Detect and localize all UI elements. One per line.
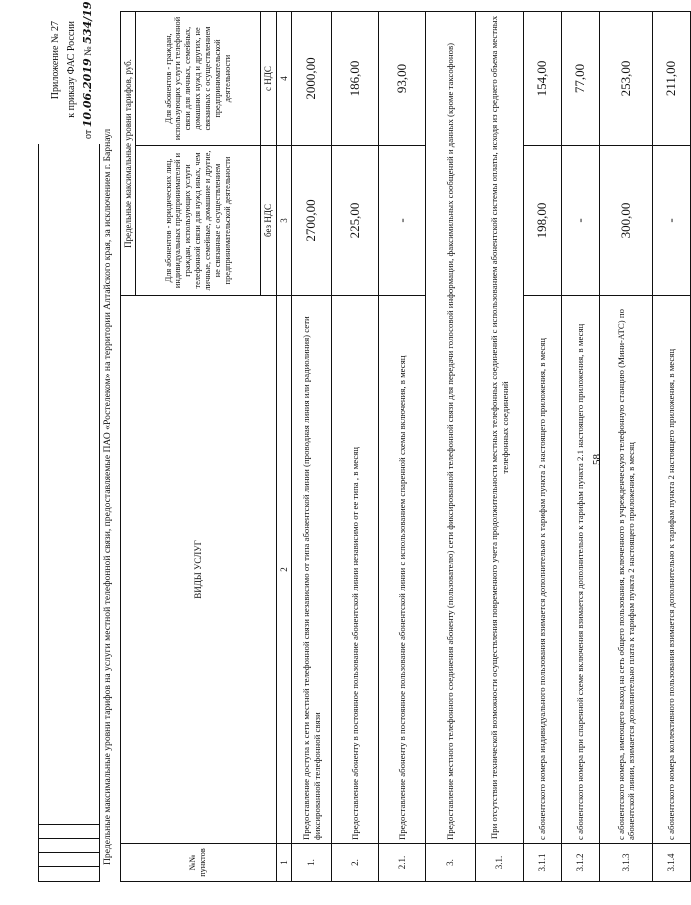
top-frame: [38, 144, 100, 882]
service-subsection-heading: При отсутствии технической возможности осуществления повременного учета продолжительности местных телефонных соединений с использованием абонентской системы оплаты, исходя из среднего объема местных телефонных соединений: [476, 12, 524, 844]
tariff-without-vat: -: [562, 146, 600, 296]
service-description: с абонентского номера коллективного пользования взимается дополнительно к тарифам пункта 2 настоящего приложения, в месяц: [653, 296, 691, 844]
table-row: [600, 12, 653, 882]
number-prefix: №: [83, 46, 94, 56]
table-row: [379, 12, 426, 882]
table-row: [653, 12, 691, 882]
row-number: 3.: [426, 844, 476, 882]
table-row: [332, 12, 379, 882]
service-description: Предоставление абоненту в постоянное пользование абонентской линии независимо от ее типа , в месяц: [332, 296, 379, 844]
header-with-vat: с НДС: [261, 12, 276, 146]
header-num: №№ пунктов: [121, 844, 277, 882]
tariff-without-vat: 225,00: [332, 146, 379, 296]
document-title: Предельные максимальные уровни тарифов на услуги местной телефонной связи, предоставляемые ПАО «Ростелеком» на территории Алтайского края, за исключением г. Барнаул: [102, 128, 113, 865]
tariff-without-vat: 198,00: [524, 146, 562, 296]
page-number: 58: [591, 454, 603, 465]
header-tariff-group: Предельные максимальные уровни тарифов, руб.: [121, 12, 136, 296]
table-row: [476, 12, 524, 882]
column-number: 4: [276, 12, 291, 146]
row-number: 3.1.: [476, 844, 524, 882]
service-section-heading: Предоставление местного телефонного соединения абоненту (пользователю) сети фиксированной телефонной связи для передачи голосовой информации, факсимильных сообщений и данных (кроме таксофонов): [426, 12, 476, 844]
row-number: 2.: [332, 844, 379, 882]
row-number: 3.1.2: [562, 844, 600, 882]
service-description: с абонентского номера, имеющего выход на сеть общего пользования, включенного в учрежденческую телефонную станцию (Мини-АТС) по абонентской линии, взимается дополнительно плата к тарифам пункта 2 настоящего приложения, в месяц: [600, 296, 653, 844]
header-legal-entities: Для абонентов - юридических лиц, индивидуальных предпринимателей и граждан, использующих услуги телефонной связи для нужд иных, чем личные, семейные, домашние и другие, не связанные с осуществлением предпринимательской деятельности: [136, 146, 261, 296]
row-number: 1.: [292, 844, 332, 882]
service-description: с абонентского номера индивидуального пользования взимается дополнительно к тарифам пункта 2 настоящего приложения, в месяц: [524, 296, 562, 844]
row-number: 3.1.1: [524, 844, 562, 882]
order-date-line: [80, 1, 97, 139]
tariff-with-vat: 2000,00: [292, 12, 332, 146]
tariff-with-vat: 186,00: [332, 12, 379, 146]
column-number: 2: [276, 296, 291, 844]
header-without-vat: без НДС: [261, 146, 276, 296]
date-prefix: от: [83, 129, 94, 139]
table-row: [292, 12, 332, 882]
handwritten-date: 10.06.2019: [81, 58, 94, 128]
service-description: Предоставление абоненту в постоянное пользование абонентской линии с использованием спаренной схемы включения, в месяц: [379, 296, 426, 844]
header-service: ВИДЫ УСЛУГ: [121, 296, 277, 844]
tariff-without-vat: -: [653, 146, 691, 296]
tariff-with-vat: 77,00: [562, 12, 600, 146]
table-row: [562, 12, 600, 882]
column-number: 1: [276, 844, 291, 882]
column-number: 3: [276, 146, 291, 296]
table-row: [524, 12, 562, 882]
tariff-with-vat: 253,00: [600, 12, 653, 146]
table-row: [426, 12, 476, 882]
order-reference: к приказу ФАС России: [66, 21, 77, 118]
appendix-header: [48, 1, 97, 139]
service-description: с абонентского номера при спаренной схеме включения взимается дополнительно к тарифам пункта 2.1 настоящего приложения, в месяц: [562, 296, 600, 844]
row-number: 3.1.4: [653, 844, 691, 882]
handwritten-number: 534/19: [81, 1, 94, 44]
tariff-without-vat: -: [379, 146, 426, 296]
row-number: 2.1.: [379, 844, 426, 882]
tariff-with-vat: 154,00: [524, 12, 562, 146]
appendix-line: Приложение № 27: [50, 21, 61, 100]
header-citizens: Для абонентов - граждан, использующих услуги телефонной связи для личных, семейных, домашних нужд и других, не связанных с осуществлением предпринимательской деятельности: [136, 12, 261, 146]
row-number: 3.1.3: [600, 844, 653, 882]
service-description: Предоставление доступа к сети местной телефонной связи независимо от типа абонентской линии (проводная линия или радиолиния) сети фиксированной телефонной связи: [292, 296, 332, 844]
tariff-with-vat: 211,00: [653, 12, 691, 146]
tariff-table: [120, 11, 691, 882]
tariff-without-vat: 300,00: [600, 146, 653, 296]
tariff-with-vat: 93,00: [379, 12, 426, 146]
tariff-without-vat: 2700,00: [292, 146, 332, 296]
